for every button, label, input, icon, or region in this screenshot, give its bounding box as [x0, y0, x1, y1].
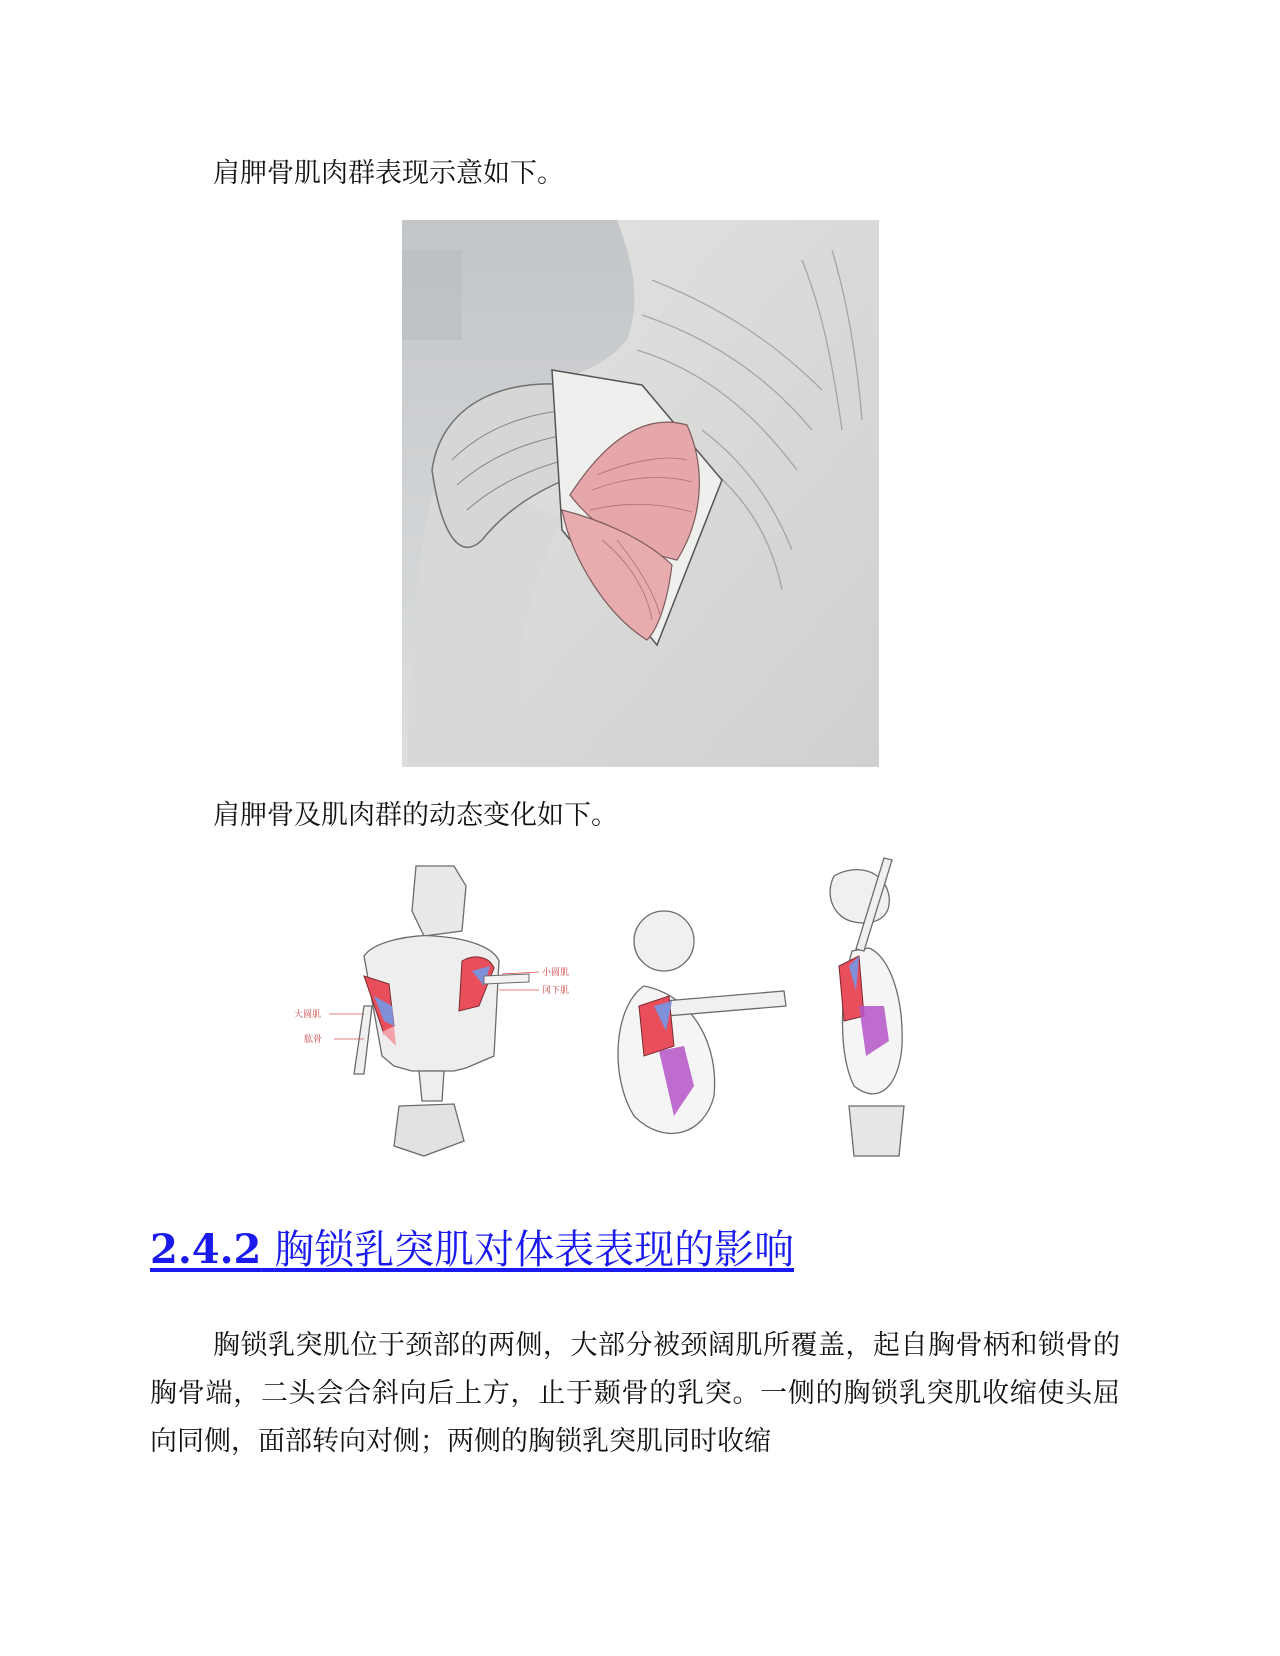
label-infraspinatus: 冈下肌 [542, 986, 570, 996]
section-heading[interactable] [150, 1222, 794, 1278]
section-title: 胸锁乳突肌对体表表现的影响 [274, 1227, 795, 1273]
intro-paragraph-1: 肩胛骨肌肉群表现示意如下。 [213, 158, 564, 189]
scapula-dynamics-diagram [294, 856, 978, 1174]
label-humerus: 肱骨 [304, 1035, 323, 1045]
section-heading-link[interactable] [150, 1227, 794, 1273]
intro-paragraph-2: 肩胛骨及肌肉群的动态变化如下。 [213, 800, 618, 831]
label-teres-minor: 小圆肌 [542, 968, 570, 978]
label-teres-major: 大圆肌 [294, 1010, 322, 1020]
body-paragraph: 胸锁乳突肌位于颈部的两侧，大部分被颈阔肌所覆盖，起自胸骨柄和锁骨的胸骨端，二头会合斜向后上方，止于颞骨的乳突。一侧的胸锁乳突肌收缩使头屈向同侧，面部转向对侧；两侧的胸锁乳突肌同时收缩 [150, 1330, 1120, 1457]
scapula-muscle-illustration [402, 220, 879, 767]
section-number: 2.4.2 [150, 1226, 262, 1273]
